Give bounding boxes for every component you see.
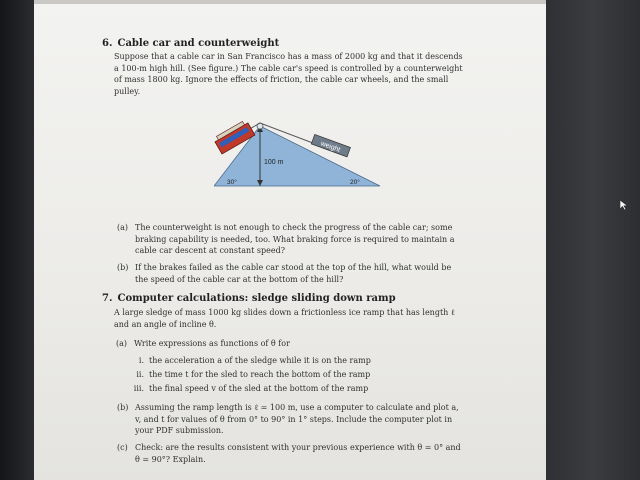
- part-line: The counterweight is not enough to check the progress of the cable car; some: [135, 223, 453, 232]
- part-line: cable car descent at constant speed?: [135, 246, 285, 255]
- part-line: v, and t for values of θ from 0° to 90° in 1° steps. Include the computer plot in: [135, 414, 453, 424]
- part-line: θ = 90°? Explain.: [135, 454, 206, 464]
- cursor-arrow: [620, 200, 628, 210]
- part-line: Assuming the ramp length is ℓ = 100 m, use a computer to calculate and plot a,: [135, 403, 459, 412]
- right-angle-label: 20°: [350, 179, 360, 186]
- page-top-edge: [34, 0, 546, 4]
- problem-7-title: Computer calculations: sledge sliding down ramp: [117, 293, 396, 304]
- problem-7-body: [114, 307, 484, 330]
- problem-7-part-c: [117, 442, 493, 465]
- problem-7-subpart-iii: [130, 383, 368, 395]
- problem-7-number: 7.: [102, 293, 113, 304]
- subpart-label: i.: [138, 356, 144, 365]
- part-line: If the brakes failed as the cable car stood at the top of the hill, what would be: [135, 263, 452, 272]
- problem-7-subpart-i: [130, 355, 371, 367]
- problem-6-heading: [102, 38, 279, 49]
- problem-7-body-line: and an angle of incline θ.: [114, 319, 217, 329]
- problem-6-body: [114, 51, 484, 97]
- part-label: (a): [117, 223, 129, 232]
- mouse-cursor-icon: [620, 200, 628, 210]
- problem-7-heading: [102, 293, 396, 304]
- problem-6-title: Cable car and counterweight: [117, 38, 280, 49]
- part-line: your PDF submission.: [135, 426, 224, 435]
- document-page: [34, 0, 546, 480]
- problem-7-body-line: A large sledge of mass 1000 kg slides down a frictionless ice ramp that has length ℓ: [114, 308, 455, 317]
- weight-label: weight: [319, 140, 342, 154]
- problem-6-body-line: of mass 1800 kg. Ignore the effects of friction, the cable car wheels, and the small: [114, 75, 449, 84]
- counterweight: [311, 134, 350, 156]
- subpart-text: the time t for the sled to reach the bottom of the ramp: [149, 370, 371, 379]
- subpart-label: ii.: [136, 370, 144, 379]
- problem-7-part-b: [117, 402, 493, 437]
- part-label: (b): [117, 263, 129, 272]
- problem-6-part-b: [117, 262, 493, 285]
- cable-car-figure: [214, 118, 384, 190]
- part-line: the speed of the cable car at the bottom of the hill?: [135, 274, 344, 284]
- part-line: Write expressions as functions of θ for: [134, 339, 290, 348]
- height-label: 100 m: [264, 159, 284, 166]
- left-angle-label: 30°: [227, 179, 237, 186]
- part-label: (a): [116, 339, 128, 348]
- part-line: braking capability is needed, too. What braking force is required to maintain a: [135, 234, 455, 244]
- monitor-bezel-left: [0, 0, 34, 480]
- part-label: (b): [117, 403, 129, 412]
- problem-6-number: 6.: [102, 38, 113, 49]
- part-label: (c): [117, 443, 128, 452]
- problem-6-body-line: a 100-m high hill. (See figure.) The cable car's speed is controlled by a counterweight: [114, 63, 463, 73]
- monitor-bezel-right: [546, 0, 640, 480]
- problem-7-part-a: [116, 338, 492, 350]
- subpart-text: the final speed v of the sled at the bottom of the ramp: [149, 384, 369, 393]
- subpart-label: iii.: [133, 384, 144, 393]
- part-line: Check: are the results consistent with your previous experience with θ = 0° and: [135, 443, 461, 452]
- problem-6-body-line: pulley.: [114, 86, 141, 96]
- problem-6-part-a: [117, 222, 493, 257]
- problem-6-body-line: Suppose that a cable car in San Francisco has a mass of 2000 kg and that it descends: [114, 52, 463, 61]
- problem-7-subpart-ii: [130, 369, 370, 381]
- subpart-text: the acceleration a of the sledge while it is on the ramp: [149, 356, 371, 365]
